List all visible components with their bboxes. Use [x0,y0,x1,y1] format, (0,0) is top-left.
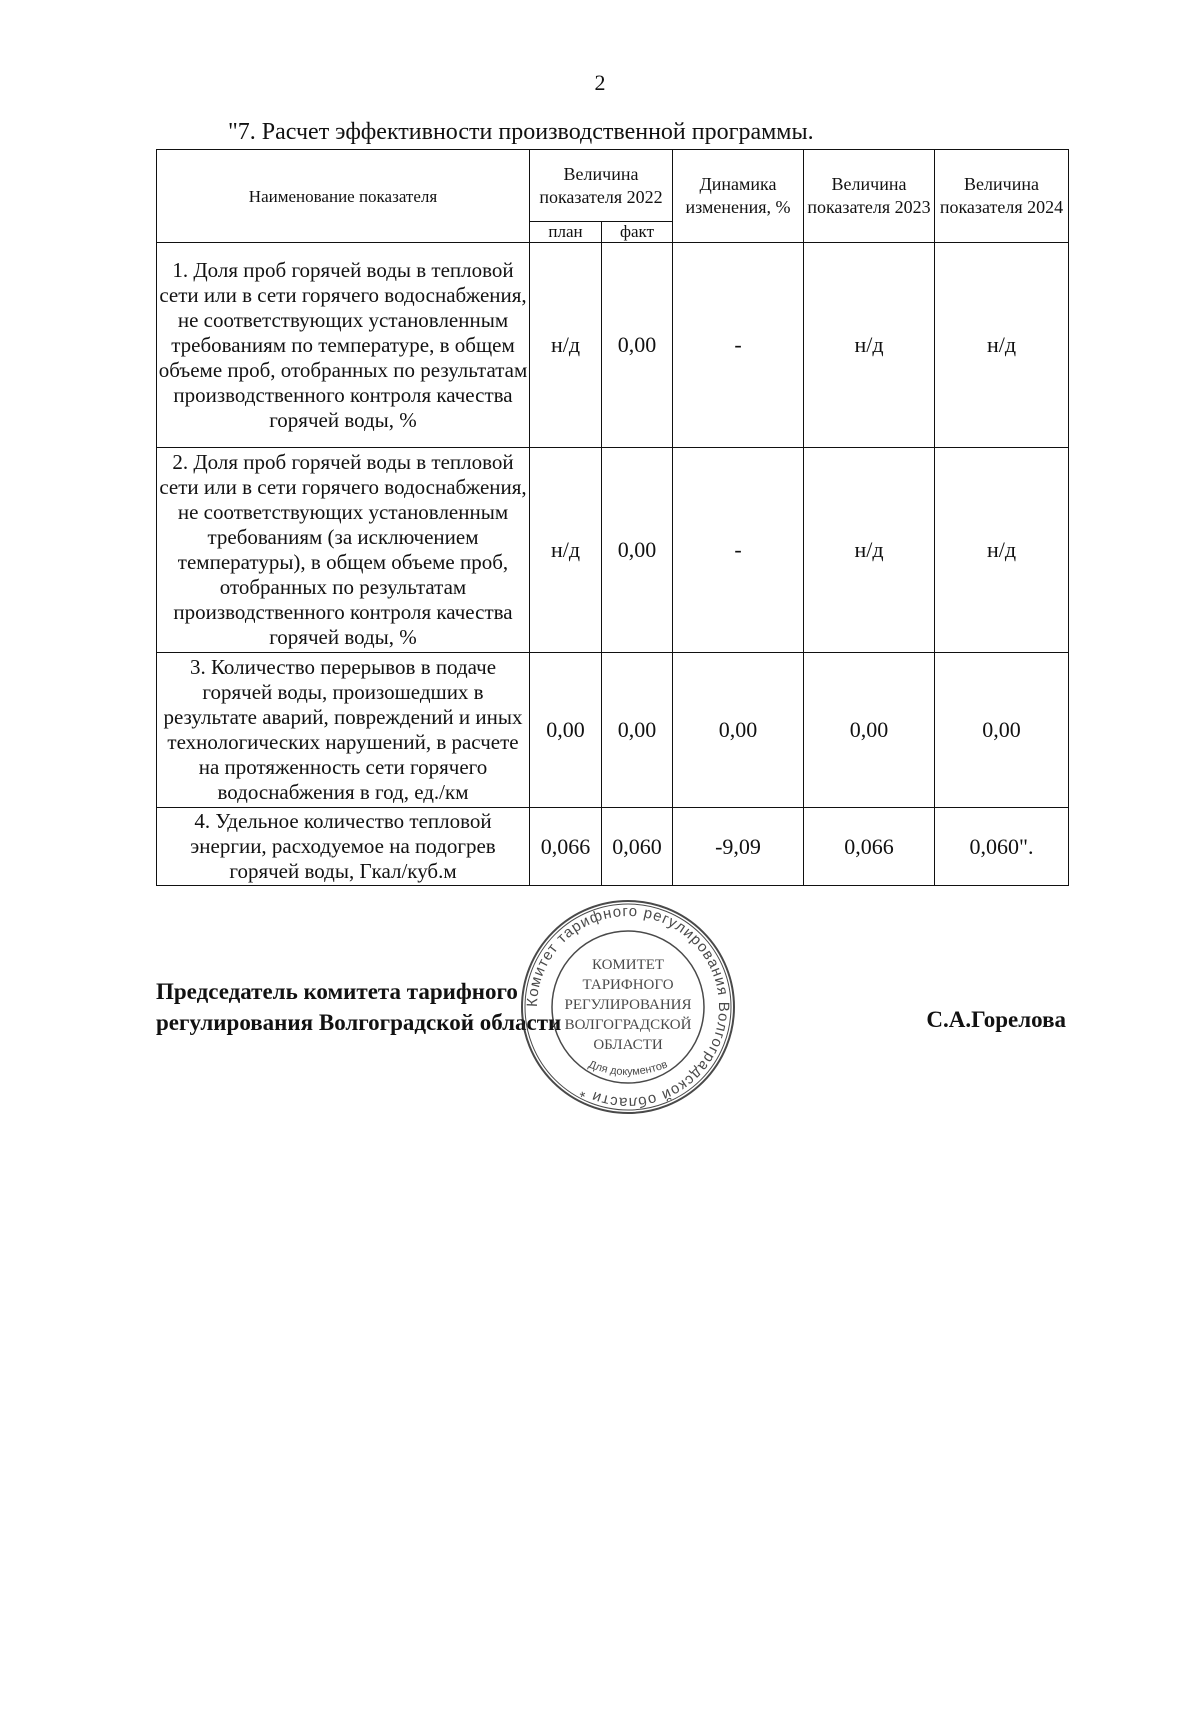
table-row [157,448,1069,653]
svg-text:Для документов [587,1058,670,1078]
table-row [157,243,1069,448]
signatory-name: С.А.Горелова [926,1007,1066,1032]
table-row [157,653,1069,808]
section-title: "7. Расчет эффективности производственной программы. [228,119,814,145]
official-stamp [518,897,738,1117]
header-value-2022: Величина показателя 2022 [530,150,673,222]
header-fact: факт [602,222,673,243]
header-indicator-name: Наименование показателя [157,150,530,243]
stamp-outer-text: Комитет тарифного регулирования Волгоградской области * [523,902,733,1112]
value-2023: н/д [804,448,935,653]
indicator-name: 1. Доля проб горячей воды в тепловой сети или в сети горячего водоснабжения, не соответствующих установленным требованиям по температуре, в общем объеме проб, отобранных по результатам производственного контроля качества горячей воды, % [157,243,530,448]
indicator-name: 4. Удельное количество тепловой энергии, расходуемое на подогрев горячей воды, Гкал/куб.м [157,808,530,886]
value-2024: 0,00 [935,653,1069,808]
plan-2022: н/д [530,243,602,448]
fact-2022: 0,00 [602,653,673,808]
value-2024: 0,060". [935,808,1069,886]
dynamics-value: 0,00 [673,653,804,808]
signatory-position [156,976,561,1038]
page-number: 2 [594,70,606,95]
value-2023: 0,00 [804,653,935,808]
dynamics-value: - [673,243,804,448]
header-plan: план [530,222,602,243]
stamp-inner-line: РЕГУЛИРОВАНИЯ [564,997,692,1013]
stamp-inner-line: ТАРИФНОГО [582,977,674,993]
value-2023: 0,066 [804,808,935,886]
fact-2022: 0,060 [602,808,673,886]
indicator-name: 2. Доля проб горячей воды в тепловой сети или в сети горячего водоснабжения, не соответствующих установленным требованиям (за исключением температуры), в общем объеме проб, отобранных по результатам производственного контроля качества горячей воды, % [157,448,530,653]
plan-2022: 0,066 [530,808,602,886]
header-value-2023: Величина показателя 2023 [804,150,935,243]
plan-2022: н/д [530,448,602,653]
stamp-bottom-text: Для документов [586,1058,670,1079]
dynamics-value: -9,09 [673,808,804,886]
efficiency-table [156,149,1069,886]
table-row [157,808,1069,886]
fact-2022: 0,00 [602,243,673,448]
indicator-name: 3. Количество перерывов в подаче горячей воды, произошедших в результате аварий, повреждений и иных технологических нарушений, в расчете на протяженность сети горячего водоснабжения в год, ед./км [157,653,530,808]
signatory-position-line2: регулирования Волгоградской области [156,1010,562,1035]
stamp-inner-line: ВОЛГОГРАДСКОЙ [564,1017,692,1033]
fact-2022: 0,00 [602,448,673,653]
value-2024: н/д [935,448,1069,653]
plan-2022: 0,00 [530,653,602,808]
value-2024: н/д [935,243,1069,448]
header-dynamics: Динамика изменения, % [673,150,804,243]
header-value-2024: Величина показателя 2024 [935,150,1069,243]
stamp-inner-line: ОБЛАСТИ [593,1037,663,1053]
signatory-position-line1: Председатель комитета тарифного [156,979,518,1004]
dynamics-value: - [673,448,804,653]
stamp-inner-line: КОМИТЕТ [591,957,665,973]
value-2023: н/д [804,243,935,448]
